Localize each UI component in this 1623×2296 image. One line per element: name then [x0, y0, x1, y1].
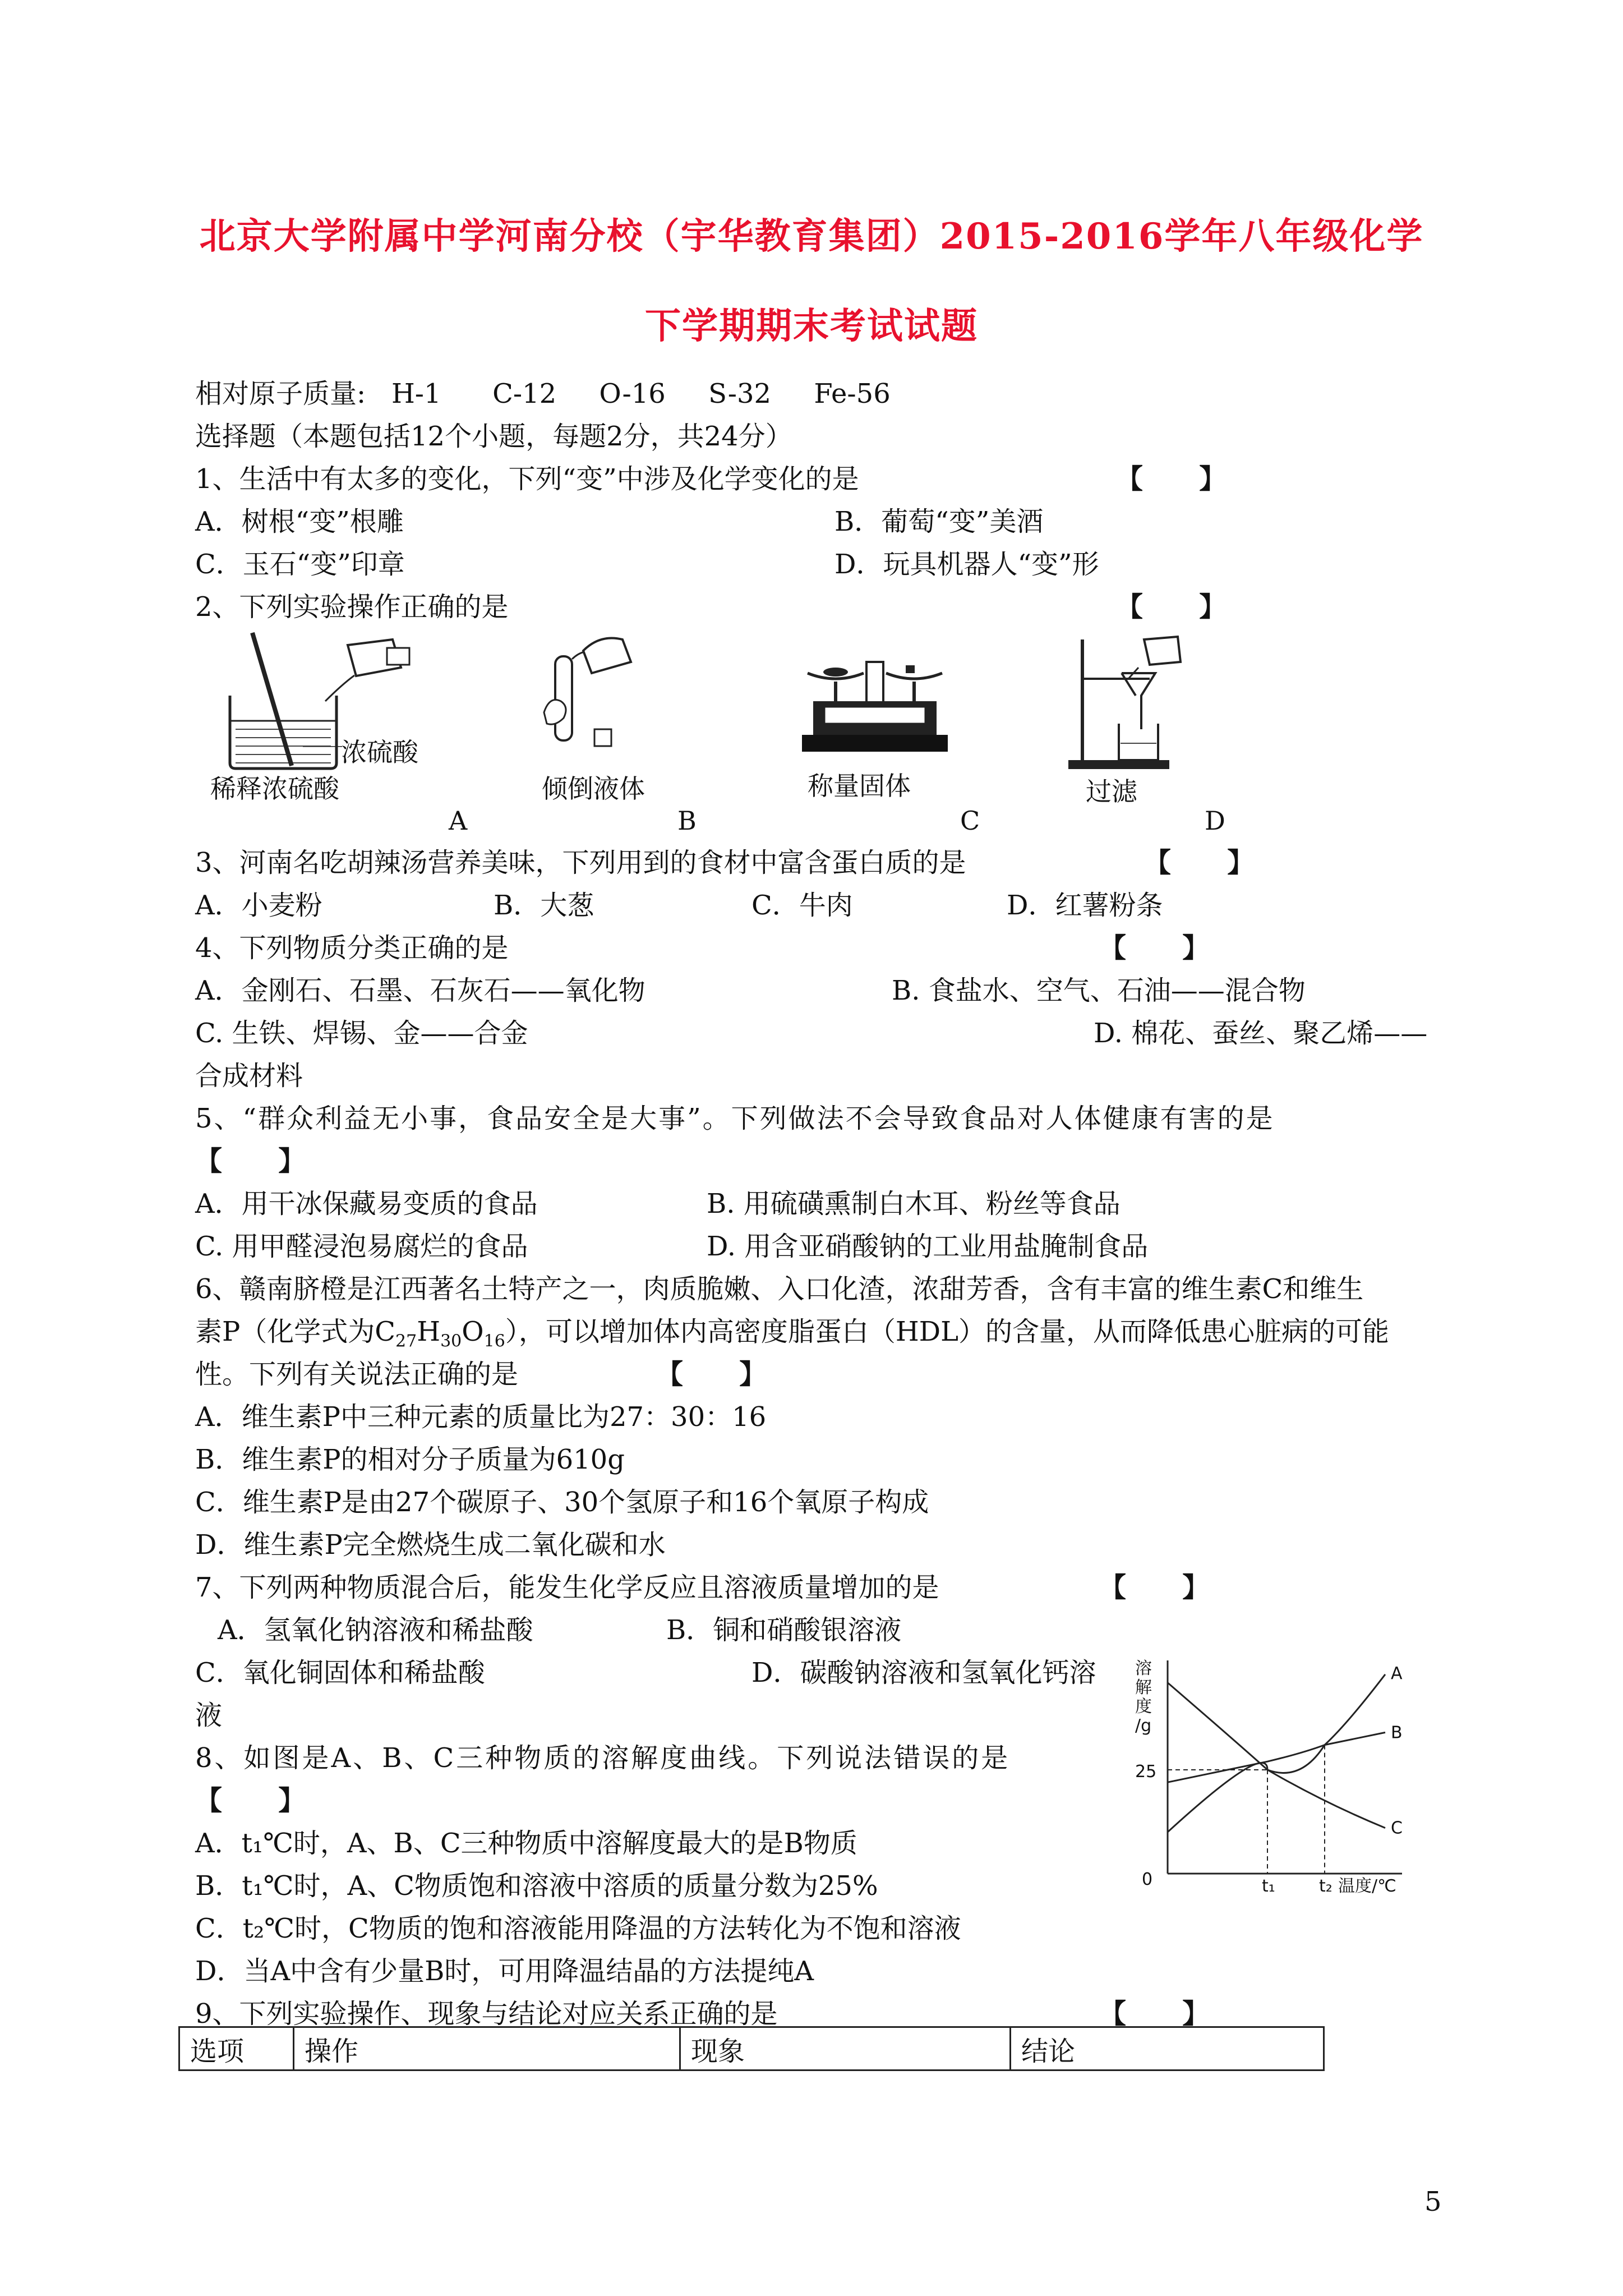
q6-line2: [195, 1315, 1389, 1359]
q7-option-d: D．碳酸钠溶液和氢氧化钙溶: [751, 1657, 1096, 1688]
formula-h: H: [417, 1316, 441, 1347]
q5-stem: 5、“群众利益无小事，食品安全是大事”。下列做法不会导致食品对人体健康有害的是: [195, 1103, 1275, 1134]
formula-sub-c: 27: [395, 1331, 417, 1351]
q8-answer-bracket: 【 】: [195, 1785, 306, 1816]
q6-option-c: C．维生素P是由27个碳原子、30个氢原子和16个氧原子构成: [195, 1487, 929, 1518]
weigh-solid-figure: [796, 651, 953, 763]
q6-option-a: A．维生素P中三种元素的质量比为27：30：16: [195, 1401, 767, 1433]
q3-option-b: B．大葱: [494, 890, 594, 921]
q3-option-c: C．牛肉: [751, 890, 853, 921]
y-axis-label-line2: 解: [1135, 1678, 1152, 1697]
q6-line1: 6、赣南脐橙是江西著名土特产之一，肉质脆嫩、入口化渣，浓甜芳香，含有丰富的维生素C和维生: [195, 1273, 1364, 1305]
header-option: 选项: [179, 2027, 294, 2070]
q6-answer-bracket: 【 】: [656, 1359, 767, 1390]
series-label-b: B: [1391, 1723, 1403, 1743]
formula-sub-o: 16: [483, 1331, 505, 1351]
q6-option-d: D．维生素P完全燃烧生成二氧化碳和水: [195, 1529, 666, 1561]
figure-c-caption: 称量固体: [808, 771, 911, 801]
formula-sub-h: 30: [440, 1331, 462, 1351]
q8-stem: 8、如图是A、B、C三种物质的溶解度曲线。下列说法错误的是: [195, 1742, 1011, 1774]
q1-option-a: A．树根“变”根雕: [195, 506, 404, 537]
figure-d-caption: 过滤: [1086, 776, 1137, 807]
q9-answer-bracket: 【 】: [1099, 1998, 1210, 2030]
y-tick-0: 0: [1142, 1870, 1153, 1889]
pour-liquid-figure: [538, 628, 651, 763]
q3-option-a: A．小麦粉: [195, 890, 322, 921]
x-tick-t1: t₁: [1262, 1876, 1275, 1896]
table-header-row: [179, 2027, 1324, 2070]
header-phenomenon: 现象: [680, 2027, 1011, 2070]
figure-letter-d: D: [1205, 806, 1225, 836]
section-heading: 选择题（本题包括12个小题，每题2分，共24分）: [195, 421, 792, 452]
y-tick-25: 25: [1135, 1762, 1157, 1782]
q8-option-c: C．t₂℃时，C物质的饱和溶液能用降温的方法转化为不饱和溶液: [195, 1913, 961, 1944]
figure-letter-c: C: [960, 806, 980, 836]
page-number: 5: [1424, 2186, 1442, 2217]
q3-option-d: D．红薯粉条: [1007, 890, 1163, 921]
q8-option-d: D．当A中含有少量B时，可用降温结晶的方法提纯A: [195, 1955, 814, 1987]
figure-letter-b: B: [677, 806, 697, 836]
q4-option-d-continued: 合成材料: [195, 1060, 303, 1092]
header-conclusion: 结论: [1011, 2027, 1324, 2070]
concentrated-acid-label: 浓硫酸: [341, 737, 418, 767]
figure-letter-a: A: [449, 806, 468, 836]
q9-stem: 9、下列实验操作、现象与结论对应关系正确的是: [195, 1998, 778, 2030]
atomic-masses: 相对原子质量: H-1 C-12 O-16 S-32 Fe-56: [195, 378, 891, 409]
q8-option-b: B．t₁℃时，A、C物质饱和溶液中溶质的质量分数为25%: [195, 1870, 878, 1902]
curve-c: [1168, 1683, 1385, 1828]
q1-stem: 1、生活中有太多的变化，下列“变”中涉及化学变化的是: [195, 463, 859, 495]
q4-stem: 4、下列物质分类正确的是: [195, 932, 509, 964]
x-axis-label: 温度/℃: [1338, 1876, 1396, 1896]
q6-line2-prefix: 素P（化学式为C: [195, 1316, 396, 1347]
q7-option-c: C．氧化铜固体和稀盐酸: [195, 1657, 485, 1688]
figure-b-caption: 倾倒液体: [542, 774, 645, 804]
q7-option-b: B．铜和硝酸银溶液: [666, 1614, 902, 1646]
acid-pointer-line: [303, 746, 348, 752]
curve-a: [1168, 1674, 1385, 1832]
q1-option-d: D．玩具机器人“变”形: [834, 549, 1099, 580]
q1-answer-bracket: 【 】: [1116, 463, 1227, 495]
q3-answer-bracket: 【 】: [1144, 847, 1255, 878]
q4-option-c: C. 生铁、焊锡、金——合金: [195, 1018, 528, 1049]
figure-a-caption: 稀释浓硫酸: [210, 774, 339, 804]
q5-option-d: D. 用含亚硝酸钠的工业用盐腌制食品: [707, 1231, 1149, 1262]
q8-option-a: A．t₁℃时，A、B、C三种物质中溶解度最大的是B物质: [195, 1828, 857, 1859]
q5-answer-bracket: 【 】: [195, 1145, 306, 1177]
series-label-c: C: [1391, 1818, 1403, 1838]
q4-answer-bracket: 【 】: [1099, 932, 1210, 964]
header-operation: 操作: [294, 2027, 680, 2070]
q4-option-b: B. 食盐水、空气、石油——混合物: [892, 975, 1306, 1006]
y-axis-label-line3: 度: [1135, 1697, 1152, 1717]
filtration-figure: [1066, 634, 1189, 774]
y-axis-label-line4: /g: [1135, 1716, 1152, 1736]
q2-stem: 2、下列实验操作正确的是: [195, 591, 509, 623]
q1-option-b: B．葡萄“变”美酒: [834, 506, 1044, 537]
y-axis-label-line1: 溶: [1135, 1659, 1152, 1678]
q5-option-c: C. 用甲醛浸泡易腐烂的食品: [195, 1231, 528, 1262]
q6-line3: 性。下列有关说法正确的是: [195, 1359, 519, 1390]
q4-option-d: D. 棉花、蚕丝、聚乙烯——: [1094, 1018, 1428, 1049]
q7-option-d-continued: 液: [195, 1700, 223, 1731]
q7-stem: 7、下列两种物质混合后，能发生化学反应且溶液质量增加的是: [195, 1572, 939, 1603]
q2-answer-bracket: 【 】: [1116, 591, 1227, 623]
formula-o: O: [462, 1316, 484, 1347]
q9-table: [178, 2026, 1325, 2071]
q5-option-b: B. 用硫磺熏制白木耳、粉丝等食品: [707, 1188, 1121, 1220]
solubility-chart: [1127, 1655, 1419, 1913]
q6-option-b: B．维生素P的相对分子质量为610g: [195, 1444, 625, 1475]
x-tick-t2: t₂: [1319, 1876, 1332, 1896]
q7-option-a: A．氢氧化钠溶液和稀盐酸: [218, 1614, 533, 1646]
q4-option-a: A．金刚石、石墨、石灰石——氧化物: [195, 975, 645, 1006]
q1-option-c: C．玉石“变”印章: [195, 549, 405, 580]
q3-stem: 3、河南名吃胡辣汤营养美味，下列用到的食材中富含蛋白质的是: [195, 847, 966, 878]
page-title-line2: 下学期期末考试试题: [645, 305, 978, 347]
q5-option-a: A．用干冰保藏易变质的食品: [195, 1188, 538, 1220]
q6-line2-suffix: ），可以增加体内高密度脂蛋白（HDL）的含量，从而降低患心脏病的可能: [505, 1316, 1390, 1347]
page-title-line1: 北京大学附属中学河南分校（宇华教育集团）2015-2016学年八年级化学: [199, 215, 1424, 257]
q7-answer-bracket: 【 】: [1099, 1572, 1210, 1603]
series-label-a: A: [1391, 1663, 1403, 1683]
